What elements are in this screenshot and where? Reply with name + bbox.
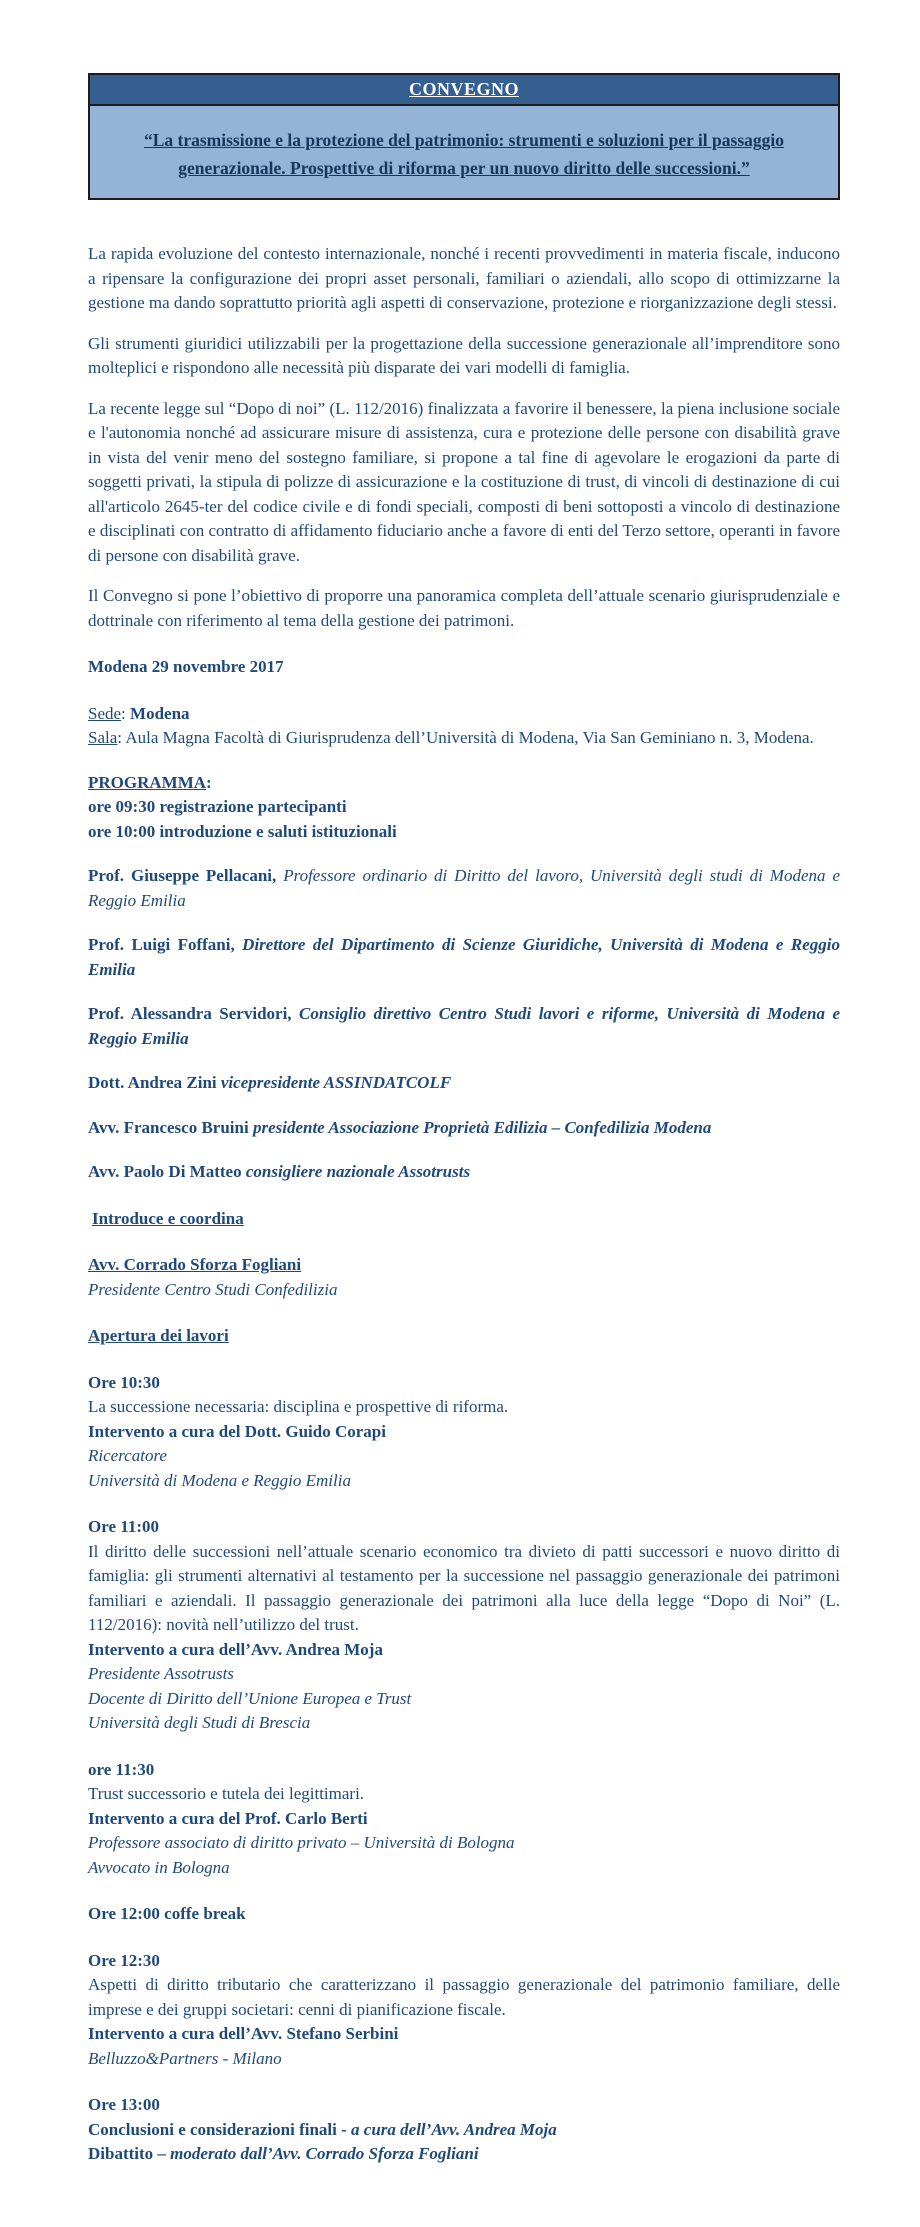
closing-conclusions xyxy=(88,2118,840,2143)
sala-value: : Aula Magna Facoltà di Giurisprudenza dell’Università di Modena, Via San Geminiano n. 3, Modena. xyxy=(117,728,814,747)
speaker-dimatteo xyxy=(88,1160,840,1185)
document-title: CONVEGNO xyxy=(90,75,838,106)
session-description: Trust successorio e tutela dei legittimari. xyxy=(88,1784,365,1803)
event-room xyxy=(88,726,840,751)
sede-label: Sede xyxy=(88,703,122,723)
event-venue xyxy=(88,702,840,727)
session-detail: Professore associato di diritto privato – Università di Bologna xyxy=(88,1833,515,1852)
speaker-role: presidente Associazione Proprietà Edilizia – Confedilizia Modena xyxy=(252,1117,712,1137)
session-time: Ore 12:30 xyxy=(88,1950,160,1970)
session-1230 xyxy=(88,1949,840,2072)
session-detail: Belluzzo&Partners - Milano xyxy=(88,2048,282,2068)
session-detail: Presidente Assotrusts xyxy=(88,1664,234,1683)
intro-paragraph-2: Gli strumenti giuridici utilizzabili per la progettazione della successione generazionale all’imprenditore sono molteplici e rispondono alle necessità più disparate dei vari modelli di famiglia. xyxy=(88,333,840,377)
session-speaker: Intervento a cura dell’Avv. Andrea Moja xyxy=(88,1639,383,1659)
moderator-name: Avv. Corrado Sforza Fogliani xyxy=(88,1255,302,1274)
closing-debate-label: Dibattito – xyxy=(88,2144,171,2163)
schedule-line-1: ore 09:30 registrazione partecipanti xyxy=(88,797,347,816)
closing-conclusions-author: a cura dell’Avv. Andrea Moja xyxy=(351,2119,557,2139)
speaker-role: Direttore del Dipartimento di Scienze Giuridiche, Università di Modena e Reggio Emilia xyxy=(88,935,840,979)
speaker-pellacani xyxy=(88,864,840,913)
speaker-role: consigliere nazionale Assotrusts xyxy=(245,1162,471,1181)
session-detail: Avvocato in Bologna xyxy=(88,1857,230,1877)
session-time: Ore 11:00 xyxy=(88,1517,159,1536)
session-detail: Docente di Diritto dell’Unione Europea e Trust xyxy=(88,1688,412,1708)
speaker-name: Prof. Alessandra Servidori, xyxy=(88,1004,292,1023)
session-speaker: Intervento a cura del Dott. Guido Corapi xyxy=(88,1421,386,1441)
session-detail: Università di Modena e Reggio Emilia xyxy=(88,1470,351,1490)
closing-block xyxy=(88,2093,840,2167)
session-1100 xyxy=(88,1515,840,1736)
session-time: Ore 10:30 xyxy=(88,1372,160,1392)
intro-paragraph-1: La rapida evoluzione del contesto internazionale, nonché i recenti provvedimenti in materia fiscale, inducono a ripensare la configurazione dei propri asset personali, familiari o aziendali, allo scopo di ottimizzarne la gestione ma dando soprattutto priorità agli aspetti di conservazione, protezione e riorganizzazione degli stessi. xyxy=(88,244,840,312)
apertura-heading: Apertura dei lavori xyxy=(88,1326,229,1345)
speaker-zini xyxy=(88,1071,840,1096)
sede-value: Modena xyxy=(130,703,190,723)
speaker-servidori xyxy=(88,1002,840,1051)
session-description: Il diritto delle successioni nell’attuale scenario economico tra divieto di patti successori e nuovo diritto di famiglia: gli strumenti alternativi al testamento per la successione nel passaggio generazionale dei patrimoni familiari e aziendali. Il passaggio generazionale dei patrimoni alla luce della legge “Dopo di Noi” (L. 112/2016): novità nell’utilizzo del trust. xyxy=(88,1541,840,1634)
session-description: La successione necessaria: disciplina e prospettive di riforma. xyxy=(88,1397,509,1416)
speaker-role: Consiglio direttivo Centro Studi lavori e riforme, Università di Modena e Reggio Emilia xyxy=(88,1004,841,1048)
header-box xyxy=(88,73,840,200)
speaker-role: vicepresidente ASSINDATCOLF xyxy=(220,1073,452,1092)
session-coffee-break xyxy=(88,1902,840,1927)
programma-heading-label: PROGRAMMA xyxy=(88,772,207,792)
speaker-foffani xyxy=(88,933,840,982)
speaker-role: Professore ordinario di Diritto del lavoro, Università degli studi di Modena e Reggio Emilia xyxy=(88,866,840,910)
intro-paragraph-4: Il Convegno si pone l’obiettivo di proporre una panoramica completa dell’attuale scenario giurisprudenziale e dottrinale con riferimento al tema della gestione dei patrimoni. xyxy=(88,586,840,630)
programma-heading-suffix: : xyxy=(206,772,212,792)
session-description: Aspetti di diritto tributario che caratterizzano il passaggio generazionale del patrimonio familiare, delle imprese e dei gruppi societari: cenni di pianificazione fiscale. xyxy=(88,1975,840,2019)
closing-conclusions-label: Conclusioni e considerazioni finali - xyxy=(88,2119,352,2139)
sala-label: Sala xyxy=(88,728,118,747)
session-time: Ore 12:00 coffe break xyxy=(88,1904,246,1923)
document-subtitle: “La trasmissione e la protezione del patrimonio: strumenti e soluzioni per il passaggio generazionale. Prospettive di riforma per un nuovo diritto delle successioni.” xyxy=(90,106,838,198)
speaker-name: Prof. Giuseppe Pellacani, xyxy=(88,866,277,885)
introduce-coordina-heading: Introduce e coordina xyxy=(92,1208,244,1228)
session-speaker: Intervento a cura dell’Avv. Stefano Serbini xyxy=(88,2024,399,2043)
moderator-role: Presidente Centro Studi Confedilizia xyxy=(88,1279,338,1299)
sede-separator: : xyxy=(121,703,131,723)
schedule-line-2: ore 10:00 introduzione e saluti istituzionali xyxy=(88,821,397,841)
speaker-bruini xyxy=(88,1116,840,1141)
programma-heading xyxy=(88,771,840,796)
speaker-name: Avv. Francesco Bruini xyxy=(88,1117,249,1137)
speaker-name: Prof. Luigi Foffani, xyxy=(88,935,235,954)
session-detail: Università degli Studi di Brescia xyxy=(88,1713,311,1732)
closing-time: Ore 13:00 xyxy=(88,2095,160,2114)
speaker-name: Dott. Andrea Zini xyxy=(88,1073,217,1092)
closing-debate-moderator: moderato dall’Avv. Corrado Sforza Fogliani xyxy=(170,2144,479,2163)
session-1030 xyxy=(88,1371,840,1494)
session-speaker: Intervento a cura del Prof. Carlo Berti xyxy=(88,1808,368,1828)
closing-debate xyxy=(88,2142,840,2167)
session-1130 xyxy=(88,1758,840,1881)
speaker-name: Avv. Paolo Di Matteo xyxy=(88,1162,242,1181)
intro-paragraph-3: La recente legge sul “Dopo di noi” (L. 112/2016) finalizzata a favorire il benessere, la piena inclusione sociale e l'autonomia nonché ad assicurare misure di assistenza, cura e protezione delle persone con disabilità grave in vista del venir meno del sostegno familiare, si propone a tal fine di agevolare le erogazioni da parte di soggetti privati, la stipula di polizze di assicurazione e la costituzione di trust, di vincoli di destinazione di cui all'articolo 2645-ter del codice civile e di fondi speciali, composti di beni sottoposti a vincolo di destinazione e disciplinati con contratto di affidamento fiduciario anche a favore di enti del Terzo settore, operanti in favore di persone con disabilità grave. xyxy=(88,398,840,565)
session-time: ore 11:30 xyxy=(88,1759,155,1779)
event-date: Modena 29 novembre 2017 xyxy=(88,657,284,676)
session-detail: Ricercatore xyxy=(88,1446,167,1465)
